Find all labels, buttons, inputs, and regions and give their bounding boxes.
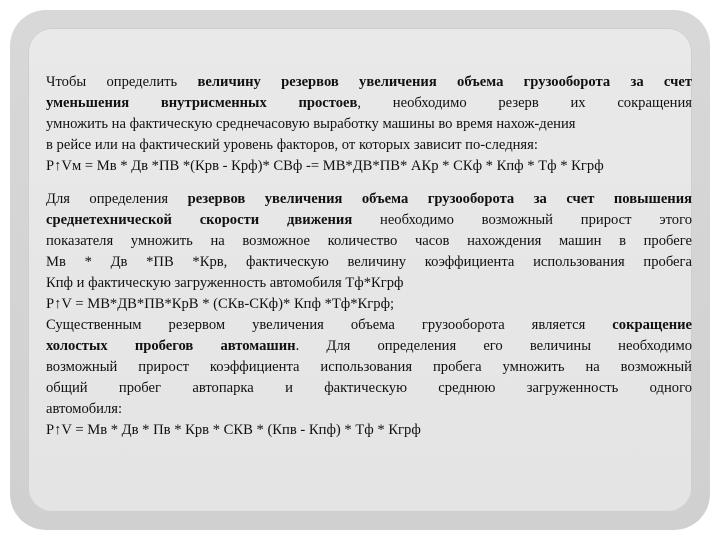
p2-line-6-bold: сокращение xyxy=(612,317,692,333)
formula-speed: Р↑V = МВ*ДВ*ПВ*КрВ * (СКв-СКф)* Кпф *Тф*Кгрф; xyxy=(46,296,395,312)
p2-line-8: возможный прирост коэффициента использования пробега умножить на возможный xyxy=(46,359,692,375)
p1-line-1 xyxy=(46,72,692,93)
p2-line-2-bold: среднетехнической скорости движения xyxy=(46,212,353,228)
p2-line-1-bold: резервов увеличения объема грузооборота за счет повышения xyxy=(187,191,693,207)
p2-line-6 xyxy=(46,315,692,336)
p2-line-2-text: необходимо возможный прирост этого xyxy=(352,212,692,228)
p1-line-1-bold: величину резервов увеличения объема грузооборота за счет xyxy=(197,74,692,90)
formula-downtime: Р↑Vм = Мв * Дв *ПВ *(Крв - Крф)* СВф -= МВ*ДВ*ПВ* АКр * СКф * Кпф * Тф * Кгрф xyxy=(46,158,604,174)
p2-line-2 xyxy=(46,210,692,231)
p2-line-10: автомобиля: xyxy=(46,401,123,417)
p1-line-1-text: Чтобы определить xyxy=(46,74,198,90)
p1-line-2-text: , необходимо резерв их сокращения xyxy=(357,95,692,111)
paragraph-internal-downtime xyxy=(46,72,692,177)
slide-content xyxy=(46,72,692,441)
p2-line-5: Кпф и фактическую загруженность автомобиля Тф*Кгрф xyxy=(46,275,404,291)
p2-line-4: Мв * Дв *ПВ *Крв, фактическую величину коэффициента использования пробега xyxy=(46,254,692,270)
p1-line-3: умножить на фактическую среднечасовую выработку машины во время нахож-дения xyxy=(46,116,576,132)
p2-line-9: общий пробег автопарка и фактическую среднюю загруженность одного xyxy=(46,380,692,396)
p2-line-6-text: Существенным резервом увеличения объема грузооборота является xyxy=(46,317,613,333)
p1-line-2-bold: уменьшения внутрисменных простоев xyxy=(46,95,358,111)
p2-line-7-bold: холостых пробегов автомашин xyxy=(46,338,296,354)
p2-line-7 xyxy=(46,336,692,357)
p1-line-2 xyxy=(46,93,692,114)
p2-line-7-text: . Для определения его величины необходимо xyxy=(295,338,693,354)
paragraph-gap xyxy=(46,177,692,189)
p2-line-1 xyxy=(46,189,692,210)
formula-idle-runs: Р↑V = Мв * Дв * Пв * Крв * СКВ * (Кпв - Кпф) * Тф * Кгрф xyxy=(46,422,421,438)
paragraph-speed-and-idle-runs xyxy=(46,189,692,441)
p2-line-1-text: Для определения xyxy=(46,191,188,207)
p1-line-4: в рейсе или на фактический уровень факторов, от которых зависит по-следняя: xyxy=(46,137,538,153)
p2-line-3: показателя умножить на возможное количество часов нахождения машин в пробеге xyxy=(46,233,692,249)
